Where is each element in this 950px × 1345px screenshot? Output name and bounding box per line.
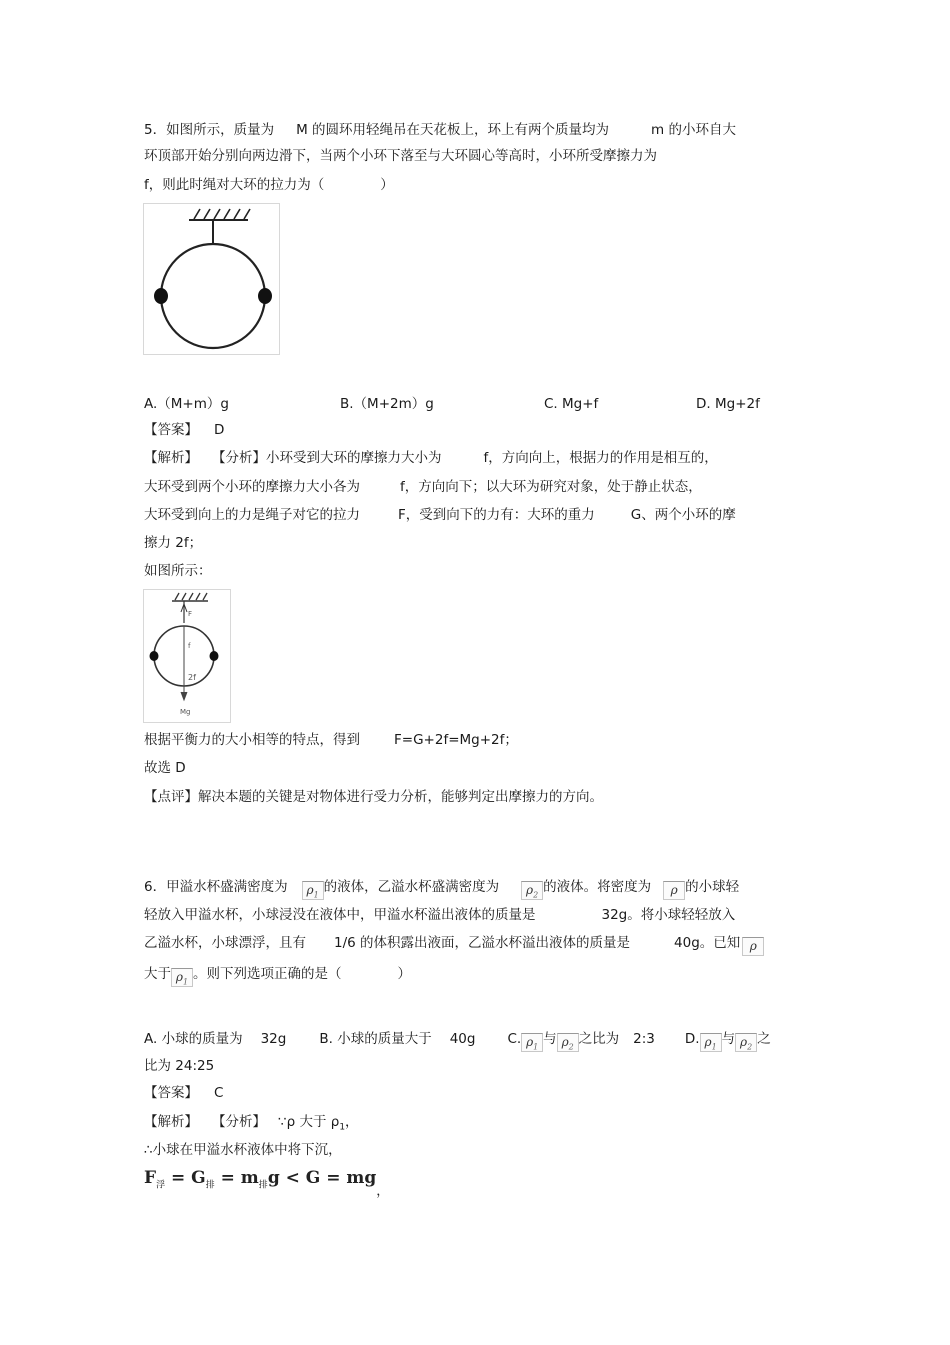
rho-symbol-known: ρ [742, 937, 764, 956]
q6-option-d-cont: 比为 24:25 [144, 1058, 215, 1074]
q5-stem-line-2: 环顶部开始分别向两边滑下，当两个小环下落至与大环圆心等高时，小环所受摩擦力为 [144, 148, 657, 164]
rho1-symbol: $\rho_1$ [302, 881, 324, 900]
q6-answer: 【答案】 C [144, 1085, 224, 1101]
rho-symbol: ρ [663, 881, 685, 900]
force-diagram [144, 590, 230, 722]
q6-option-b: B. 小球的质量大于 40g [319, 1031, 476, 1047]
small-ring-left [154, 288, 168, 304]
q5-conclusion-line-3: 【点评】解决本题的关键是对物体进行受力分析，能够判定出摩擦力的方向。 [144, 789, 603, 805]
q5-analysis-line-5: 如图所示： [144, 563, 212, 579]
q5-analysis-line-3: 大环受到向上的力是绳子对它的拉力 F，受到向下的力有：大环的重力 G、两个小环的摩 [144, 507, 736, 523]
q5-analysis-line-1: 【解析】 【分析】小环受到大环的摩擦力大小为 f，方向向上，根据力的作用是相互的， [144, 450, 718, 466]
q5-stem-line-3: f，则此时绳对大环的拉力为（ ） [144, 177, 394, 193]
q6-analysis-line-1: 【解析】 【分析】 ∵ρ 大于 $\rho_1$， [144, 1114, 359, 1133]
q6-stem-line-4: 大于 $\rho_1$ 。则下列选项正确的是（ ） [144, 966, 411, 987]
big-ring [161, 244, 265, 348]
q5-conclusion-line-2: 故选 D [144, 760, 186, 776]
force-label-friction: f [188, 642, 191, 650]
q5-conclusion-line-1: 根据平衡力的大小相等的特点，得到 F=G+2f=Mg+2f； [144, 732, 518, 748]
q5-ring-figure [143, 203, 280, 355]
q5-option-a: A.（M+m）g [144, 396, 229, 412]
rho2-symbol: $\rho_2$ [521, 881, 543, 900]
ring-diagram [144, 204, 279, 354]
q5-analysis-line-2: 大环受到两个小环的摩擦力大小各为 f，方向向下；以大环为研究对象，处于静止状态， [144, 479, 702, 495]
q5-analysis-line-4: 擦力 2f； [144, 535, 203, 551]
q6-stem-line-3: 乙溢水杯，小球漂浮，且有 1/6 的体积露出液面，乙溢水杯溢出液体的质量是 40g。已知 ρ [144, 933, 764, 956]
q6-option-d: D. $\rho_1$ 与 $\rho_2$ 之 [684, 1031, 771, 1052]
q5-stem-line-1: 5．如图所示，质量为 M 的圆环用轻绳吊在天花板上，环上有两个质量均为 m 的小环自大 [144, 122, 736, 138]
small-ring-right [258, 288, 272, 304]
q5-answer: 【答案】 D [144, 422, 225, 438]
q5-option-b: B.（M+2m）g [340, 396, 434, 412]
q6-option-a: A. 小球的质量为 32g [144, 1031, 287, 1047]
q6-analysis-line-2: ∴小球在甲溢水杯液体中将下沉， [144, 1142, 342, 1158]
force-label-mg: Mg [180, 708, 191, 716]
force-label-2f: 2f [188, 673, 196, 682]
q6-option-c: C. $\rho_1$ 与 $\rho_2$ 之比为 2:3 [507, 1031, 655, 1052]
q5-option-d: D. Mg+2f [696, 396, 760, 412]
force-label-f-upper: F [188, 610, 193, 618]
q6-stem-line-1: 6．甲溢水杯盛满密度为 $\rho_1$ 的液体，乙溢水杯盛满密度为 $\rho_2$ 的液体。将密度为 ρ 的小球轻 [144, 879, 740, 900]
rho1-symbol-2: $\rho_1$ [171, 968, 193, 987]
q6-buoyancy-formula: $F_浮 = G_排 = m_排g < G = mg_,$ [144, 1168, 390, 1199]
q6-options-row [144, 1029, 771, 1052]
q5-option-c: C. Mg+f [544, 396, 599, 412]
q6-stem-line-2: 轻放入甲溢水杯，小球浸没在液体中，甲溢水杯溢出液体的质量是 32g。将小球轻轻放入 [144, 907, 736, 923]
q5-force-figure [143, 589, 231, 723]
